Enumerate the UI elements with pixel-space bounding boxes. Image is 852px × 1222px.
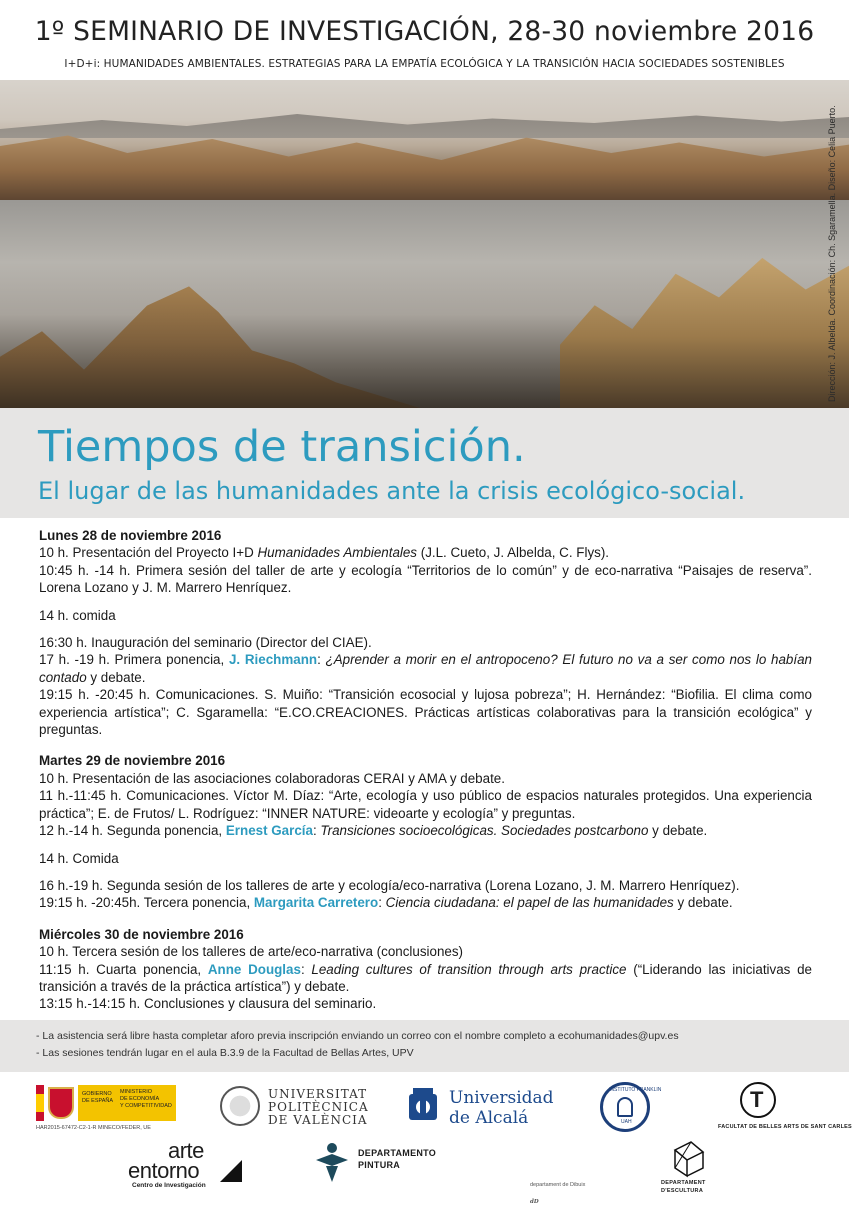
photo-mountains <box>0 108 849 138</box>
photo-reeds-back <box>0 132 849 202</box>
attendance-notes <box>0 1020 849 1072</box>
coat-of-arms-icon <box>48 1087 74 1119</box>
logo-text: INSTITUTO FRANKLIN <box>609 1087 662 1093</box>
program-item: 11 h.-11:45 h. Comunicaciones. Víctor M. Díaz: “Arte, ecología y uso público de espacios naturales protegidos. Una experiencia práctica”; E. de Frutos/ L. Rodríguez: “INNER NATURE: videoarte y ecología” y preguntas. <box>39 788 812 821</box>
program-item: 10:45 h. -14 h. Primera sesión del taller de arte y ecología “Territorios de lo común” y de eco-narrativa “Paisajes de reserva”. Lorena Lozano y J. M. Marrero Henríquez. <box>39 562 812 596</box>
program-item: 14 h. comida <box>39 607 116 623</box>
main-title: Tiempos de transición. <box>38 422 526 472</box>
speaker-name: Anne Douglas <box>207 961 301 977</box>
program-item: 10 h. Tercera sesión de los talleres de arte/eco-narrativa (conclusiones) <box>39 944 464 960</box>
day-heading-wednesday: Miércoles 30 de noviembre 2016 <box>39 926 244 942</box>
talk-title: ¿Aprender a morir en el antropoceno? El futuro no va a ser como nos lo habían contado <box>39 652 812 685</box>
logo-text: GOBIERNO <box>82 1091 112 1097</box>
item-text: 10 h. Presentación del Proyecto I+D <box>39 545 258 561</box>
title-band <box>0 408 849 518</box>
program-item: 13:15 h.-14:15 h. Conclusiones y clausura del seminario. <box>39 996 377 1012</box>
talk-title: Ciencia ciudadana: el papel de las humanidades <box>385 895 674 911</box>
logo-gobierno-mineco <box>36 1083 176 1139</box>
program-item: 16:30 h. Inauguración del seminario (Director del CIAE). <box>39 635 372 651</box>
logo-belles-arts <box>718 1082 852 1138</box>
note-registration: - La asistencia será libre hasta completar aforo previa inscripción enviando un correo con el nombre completo a ecohumanidades@upv.es <box>36 1030 679 1042</box>
sponsor-logos <box>0 1078 852 1205</box>
program-item: 19:15 h. -20:45 h. Comunicaciones. S. Muiño: “Transición ecosocial y lujosa pobreza”; H. Hernández: “Biofilia. El clima como experiencia artística”; C. Sgaramella: “E.CO.CREACIONES. Prácticas artísticas colaborativas para la transición ecológica” y preguntas. <box>39 687 812 738</box>
program-item: 10 h. Presentación de las asociaciones colaboradoras CERAI y AMA y debate. <box>39 770 505 786</box>
logo-text: DEPARTAMENT <box>661 1180 706 1186</box>
logo-instituto-franklin <box>600 1082 662 1132</box>
item-text: 12 h.-14 h. Segunda ponencia, <box>39 823 226 839</box>
ministry-box <box>78 1085 176 1121</box>
talk-title: Transiciones socioecológicas. Sociedades postcarbono <box>320 823 649 839</box>
program <box>39 527 812 1013</box>
item-text: : <box>317 652 326 668</box>
item-text: (J.L. Cueto, J. Albelda, C. Flys). <box>417 545 610 561</box>
eu-flag-icon <box>36 1085 44 1121</box>
poster-header <box>0 0 849 80</box>
program-item: 14 h. Comida <box>39 850 119 866</box>
item-text: y debate. <box>86 669 146 685</box>
logo-text: arte <box>168 1138 204 1163</box>
program-item <box>39 822 812 839</box>
program-item <box>39 961 812 996</box>
logo-text: UAH <box>621 1119 632 1125</box>
logo-universidad-alcala <box>405 1086 555 1130</box>
item-text: (“Liderando las iniciativas de transición a través de la práctica artística”) y debate. <box>39 961 812 994</box>
logo-text: DE ESPAÑA <box>82 1098 114 1104</box>
seminar-title: 1º SEMINARIO DE INVESTIGACIÓN, 28-30 noviembre 2016 <box>34 16 815 47</box>
logo-text: Centro de Investigación <box>132 1182 206 1189</box>
logo-arte-entorno <box>126 1140 256 1190</box>
item-text: 19:15 h. -20:45h. Tercera ponencia, <box>39 895 254 911</box>
logo-text: PINTURA <box>358 1160 401 1170</box>
logo-text: MINISTERIO <box>120 1089 153 1095</box>
logo-departament-escultura <box>655 1138 735 1198</box>
program-item <box>39 894 812 911</box>
escultura-cube-icon <box>667 1138 707 1178</box>
pintura-figure-icon <box>312 1140 352 1184</box>
program-item <box>39 544 812 561</box>
logo-text: departament de Dibuix <box>530 1182 586 1188</box>
logo-text: FACULTAT DE BELLES ARTS DE SANT CARLES <box>718 1124 852 1130</box>
logo-text: DEPARTAMENTO <box>358 1148 437 1158</box>
alcala-crest-icon <box>405 1086 441 1126</box>
upv-seal-icon <box>220 1086 260 1126</box>
talk-title: Leading cultures of transition through arts practice <box>311 961 627 977</box>
logo-departamento-pintura <box>312 1140 462 1186</box>
item-text: 17 h. -19 h. Primera ponencia, <box>39 652 229 668</box>
seminar-subtitle: I+D+i: HUMANIDADES AMBIENTALES. ESTRATEGIAS PARA LA EMPATÍA ECOLÓGICA Y LA TRANSICIÓN HACIA SOCIEDADES SOSTENIBLES <box>64 58 785 70</box>
wetland-photo <box>0 80 849 408</box>
logo-text: DE ECONOMÍA <box>120 1096 160 1102</box>
logo-text: Y COMPETITIVIDAD <box>120 1103 172 1109</box>
item-text: y debate. <box>648 823 708 839</box>
item-text: : <box>300 961 312 977</box>
logo-text: DE VALÈNCIA <box>268 1113 368 1127</box>
item-text: y debate. <box>673 895 733 911</box>
arte-triangle-icon <box>220 1160 242 1182</box>
fba-emblem-icon: T <box>740 1082 776 1118</box>
liberty-bell-icon <box>617 1097 633 1117</box>
logo-text: dD <box>530 1199 539 1205</box>
logo-departament-dibuix <box>530 1138 610 1205</box>
logo-upv <box>220 1086 380 1130</box>
item-text: : <box>312 823 321 839</box>
logo-text: UNIVERSITAT <box>268 1087 368 1101</box>
item-text: 11:15 h. Cuarta ponencia, <box>39 961 208 977</box>
logo-text: D'ESCULTURA <box>661 1188 704 1194</box>
program-item <box>39 651 812 686</box>
item-title: Humanidades Ambientales <box>257 545 418 561</box>
day-heading-tuesday: Martes 29 de noviembre 2016 <box>39 753 226 769</box>
main-subtitle: El lugar de las humanidades ante la crisis ecológico-social. <box>38 477 746 505</box>
note-location: - Las sesiones tendrán lugar en el aula B.3.9 de la Facultad de Bellas Artes, UPV <box>36 1047 414 1059</box>
day-heading-monday: Lunes 28 de noviembre 2016 <box>39 528 222 543</box>
logo-text: POLITÈCNICA <box>268 1100 369 1114</box>
speaker-name: Margarita Carretero <box>253 895 379 911</box>
logo-text: de Alcalá <box>449 1108 529 1128</box>
speaker-name: Ernest García <box>225 823 313 839</box>
program-item: 16 h.-19 h. Segunda sesión de los talleres de arte y ecología/eco-narrativa (Lorena Lozano, J. M. Marrero Henríquez). <box>39 877 740 893</box>
speaker-name: J. Riechmann <box>228 652 318 668</box>
photo-credit: Dirección: J. Albelda. Coordinación: Ch. Sgaramella. Diseño: Celia Puerto. <box>827 105 837 402</box>
item-text: : <box>378 895 386 911</box>
logo-text: entorno <box>128 1158 200 1183</box>
grant-reference: HAR2015-67472-C2-1-R MINECO/FEDER, UE <box>36 1125 151 1131</box>
logo-text: Universidad <box>449 1088 554 1108</box>
